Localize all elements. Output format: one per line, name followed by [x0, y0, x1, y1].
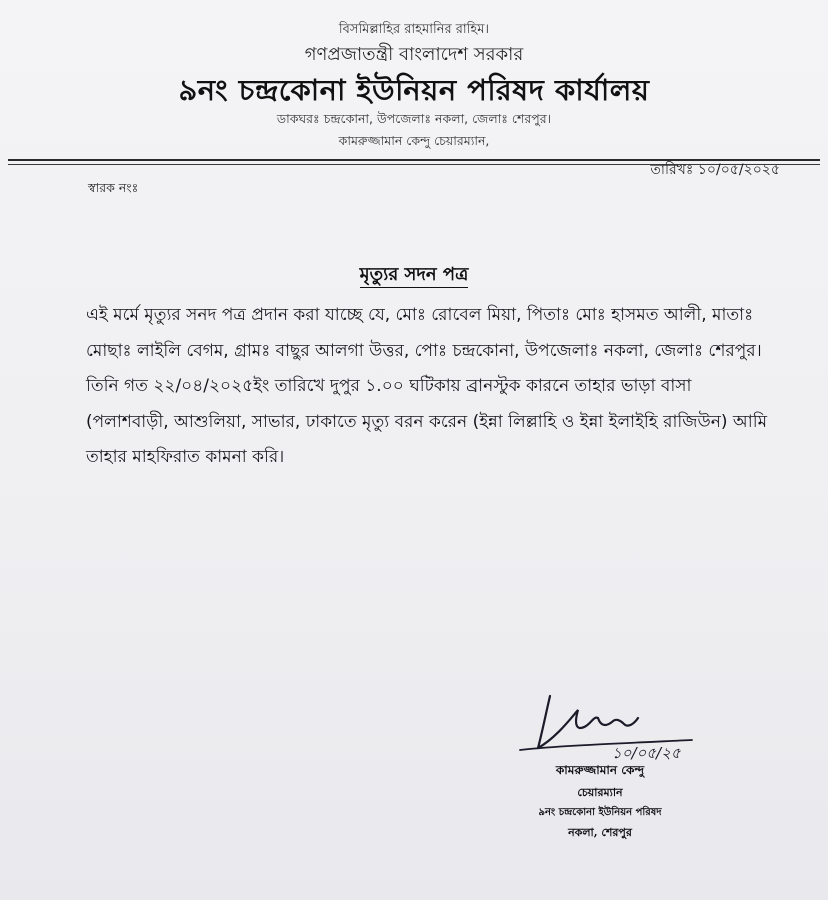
- stamp-designation: চেয়ারম্যান: [577, 786, 623, 799]
- document-title-text: মৃত্যুর সদন পত্র: [360, 264, 469, 288]
- office-address: ডাকঘরঃ চন্দ্রকোনা, উপজেলাঃ নকলা, জেলাঃ শেরপুর।: [276, 111, 552, 126]
- government-name: গণপ্রজাতন্ত্রী বাংলাদেশ সরকার: [304, 44, 524, 65]
- official-stamp: [500, 762, 700, 843]
- handwritten-signature: [516, 688, 696, 768]
- handwritten-date: ১০/০৫/২৫: [612, 744, 681, 762]
- date-line: তারিখঃ ১০/০৫/২০২৫: [650, 162, 780, 178]
- bismillah-line: বিসমিল্লাহির রাহমানির রাহিম।: [338, 22, 490, 37]
- certificate-body: এই মর্মে মৃত্যুর সনদ পত্র প্রদান করা যাচ্ছে যে, মোঃ রোবেল মিয়া, পিতাঃ মোঃ হাসমত আলী, মাতাঃ মোছাঃ লাইলি বেগম, গ্রামঃ বাছুর আলগা উত্তর, পোঃ চন্দ্রকোনা, উপজেলাঃ নকলা, জেলাঃ শেরপুর। তিনি গত ২২/০৪/২০২৫ইং তারিখে দুপুর ১.০০ ঘটিকায় ব্রানস্টুক কারনে তাহার ভাড়া বাসা (পলাশবাড়ী, আশুলিয়া, সাভার, ঢাকাতে মৃত্যু বরন করেন (ইন্না লিল্লাহি ও ইন্না ইলাইহি রাজিউন) আমি তাহার মাহফিরাত কামনা করি।: [86, 305, 768, 467]
- office-title: ৯নং চন্দ্রকোনা ইউনিয়ন পরিষদ কার্যালয়: [178, 73, 650, 107]
- chairman-line: কামরুজ্জামান কেন্দু চেয়ারম্যান,: [338, 133, 490, 148]
- stamp-name: কামরুজ্জামান কেন্দু: [555, 763, 645, 777]
- memo-number: স্বারক নংঃ: [88, 180, 139, 195]
- stamp-office: ৯নং চন্দ্রকোনা ইউনিয়ন পরিষদ: [538, 807, 662, 818]
- stamp-location: নকলা, শেরপুর: [568, 826, 632, 839]
- signature-block: [488, 688, 708, 838]
- document-title: [0, 260, 828, 291]
